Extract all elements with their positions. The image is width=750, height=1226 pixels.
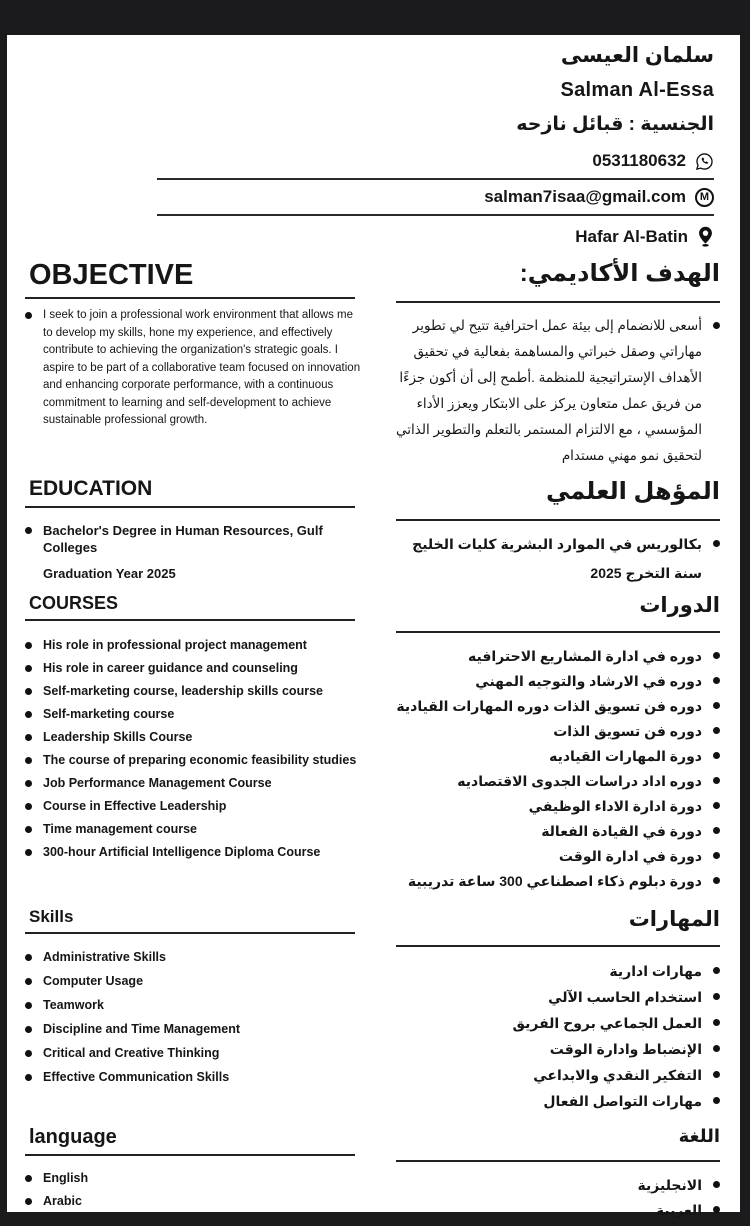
contact-location xyxy=(7,221,714,249)
language-item: Arabic xyxy=(25,1193,362,1209)
objective-title-en: OBJECTIVE xyxy=(25,259,355,299)
skill-item: Effective Communication Skills xyxy=(25,1069,362,1085)
contact-phone xyxy=(7,149,714,173)
course-item: The course of preparing economic feasibility studies xyxy=(25,752,362,768)
language-title-ar: اللغة xyxy=(396,1126,720,1162)
whatsapp-icon xyxy=(695,152,714,171)
skills-list-ar xyxy=(386,962,721,1111)
resume-page xyxy=(7,35,740,1218)
section-language-en xyxy=(7,1126,374,1226)
course-item: دورة ادارة الاداء الوظيفي xyxy=(386,797,721,816)
skills-list-en xyxy=(25,949,362,1085)
skill-item: استخدام الحاسب الآلي xyxy=(386,988,721,1007)
course-item: Course in Effective Leadership xyxy=(25,798,362,814)
course-item: دوره فن تسويق الذات دوره المهارات القيادية xyxy=(386,697,721,716)
skill-item: العمل الجماعي بروح الفريق xyxy=(386,1014,721,1033)
location-pin-icon xyxy=(697,226,714,247)
degree-ar: بكالوريس في الموارد البشرية كليات الخليج xyxy=(412,536,702,552)
education-title-ar: المؤهل العلمي xyxy=(396,477,720,521)
objective-item: أسعى للانضمام إلى بيئة عمل احترافية تتيح لي تطوير مهاراتي وصقل خبراتي والمساهمة بفعالية في تحقيق الأهداف الإستراتيجية للمنظمة .أطمح إلى أن أكون جزءًا من فريق عمل متعاون يركز على الابتكار ويعزز الأداء المؤسسي ، مع الالتزام المستمر بالتعلم والتطوير الذاتي لتحقيق نمو مهني مستدام xyxy=(386,313,721,469)
section-skills-en xyxy=(7,907,374,1118)
email-address: salman7isaa@gmail.com xyxy=(484,187,686,206)
courses-title-ar: الدورات xyxy=(396,593,720,633)
education-title-en: EDUCATION xyxy=(25,477,355,508)
section-courses-ar xyxy=(374,593,741,897)
course-item: دورة المهارات القياديه xyxy=(386,747,721,766)
section-courses-en xyxy=(7,593,374,897)
objective-list-en xyxy=(25,307,362,430)
objective-list-ar xyxy=(386,313,721,469)
nationality: الجنسية : قبائل نازحه xyxy=(516,114,714,135)
course-item: 300-hour Artificial Intelligence Diploma Course xyxy=(25,844,362,860)
course-item: His role in professional project management xyxy=(25,637,362,653)
section-education-ar xyxy=(374,477,741,583)
location-text: Hafar Al-Batin xyxy=(575,226,688,246)
skill-item: مهارات ادارية xyxy=(386,962,721,981)
course-item: دورة في القيادة الفعالة xyxy=(386,822,721,841)
course-item: His role in career guidance and counseling xyxy=(25,660,362,676)
courses-title-en: COURSES xyxy=(25,593,355,621)
course-item: دوره فن تسويق الذات xyxy=(386,722,721,741)
courses-list-ar xyxy=(386,647,721,891)
language-list-ar xyxy=(386,1176,721,1220)
skills-title-en: Skills xyxy=(25,907,355,934)
skill-item: Computer Usage xyxy=(25,973,362,989)
course-item: Self-marketing course xyxy=(25,706,362,722)
skill-item: Discipline and Time Management xyxy=(25,1021,362,1037)
skill-item: مهارات التواصل الفعال xyxy=(386,1092,721,1111)
section-language-ar xyxy=(374,1126,741,1226)
resume-body xyxy=(7,259,740,1226)
name-english: Salman Al-Essa xyxy=(560,79,714,101)
course-item: دوره اداد دراسات الجدوى الاقتصاديه xyxy=(386,772,721,791)
divider-line xyxy=(157,178,714,180)
language-item: العربية xyxy=(386,1201,721,1220)
name-arabic: سلمان العيسى xyxy=(560,44,714,67)
course-item: دورة في ادارة الوقت xyxy=(386,847,721,866)
objective-item: I seek to join a professional work environment that allows me to develop my skills, hone my experience, and effectively contribute to achieving the organization's strategic goals. I aspire to be part of a collaborative team focused on innovation and enhancing corporate performance, with a continuous commitment to learning and self-development to achieve sustainable professional growth. xyxy=(25,307,362,430)
education-item-en xyxy=(25,522,362,582)
graduation-year-ar: سنة التخرج 2025 xyxy=(590,565,702,581)
objective-title-ar: الهدف الأكاديمي: xyxy=(396,259,720,303)
skill-item: Critical and Creative Thinking xyxy=(25,1045,362,1061)
skill-item: التفكير النقدي والابداعي xyxy=(386,1066,721,1085)
phone-number: 0531180632 xyxy=(592,151,686,170)
courses-list-en xyxy=(25,637,362,860)
course-item: Self-marketing course, leadership skills course xyxy=(25,683,362,699)
section-skills-ar xyxy=(374,907,741,1118)
graduation-year-en: Graduation Year 2025 xyxy=(43,566,176,581)
course-item: دوره في الارشاد والتوجيه المهني xyxy=(386,672,721,691)
course-item: Leadership Skills Course xyxy=(25,729,362,745)
section-education-en xyxy=(7,477,374,583)
language-item: English xyxy=(25,1170,362,1186)
course-item: دورة دبلوم ذكاء اصطناعي 300 ساعة تدريبية xyxy=(386,872,721,891)
course-item: دوره في ادارة المشاريع الاحترافيه xyxy=(386,647,721,666)
degree-en: Bachelor's Degree in Human Resources, Gulf Colleges xyxy=(43,523,323,555)
section-objective-en xyxy=(7,259,374,473)
language-list-en xyxy=(25,1170,362,1209)
header xyxy=(7,35,740,249)
skill-item: الإنضباط وادارة الوقت xyxy=(386,1040,721,1059)
course-item: Job Performance Management Course xyxy=(25,775,362,791)
language-item: الانجليزية xyxy=(386,1176,721,1195)
education-item-ar xyxy=(386,535,721,583)
skill-item: Teamwork xyxy=(25,997,362,1013)
skill-item: Administrative Skills xyxy=(25,949,362,965)
section-objective-ar xyxy=(374,259,741,473)
email-icon: M xyxy=(695,188,714,207)
divider-line xyxy=(157,214,714,216)
contact-email xyxy=(7,185,714,209)
language-title-en: language xyxy=(25,1126,355,1156)
skills-title-ar: المهارات xyxy=(396,907,720,947)
course-item: Time management course xyxy=(25,821,362,837)
